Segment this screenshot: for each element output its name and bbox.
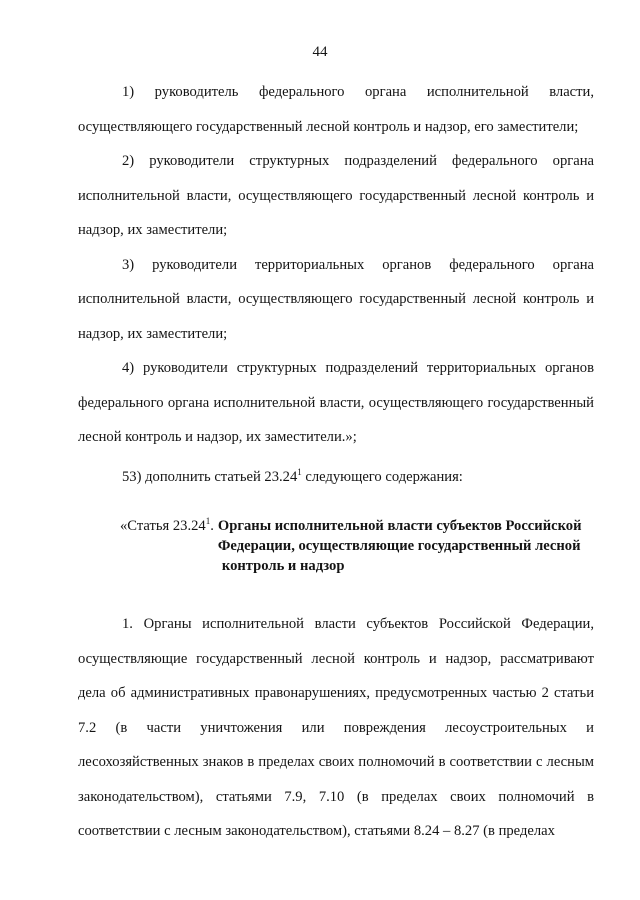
article-title-line: Органы исполнительной власти субъектов Российской xyxy=(217,518,582,534)
article-heading xyxy=(120,516,600,576)
article-label: «Статья 23.24$^1$. xyxy=(120,516,214,534)
article-title xyxy=(214,516,582,576)
amendment-line xyxy=(78,455,594,494)
list-item: 4) руководители структурных подразделений территориальных органов федерального органа исполнительной власти, осуществляющего государственный лесной контроль и надзор, их заместители.»; xyxy=(78,360,594,445)
amendment-suffix: следующего содержания: xyxy=(301,468,463,485)
article-body xyxy=(78,607,594,849)
list-item: 3) руководители территориальных органов федерального органа исполнительной власти, осуществляющего государственный лесной контроль и надзор, их заместители; xyxy=(78,256,594,342)
list-item: 2) руководители структурных подразделений федерального органа исполнительной власти, осуществляющего государственный лесной контроль и надзор, их заместители; xyxy=(78,153,594,238)
page-number: 44 xyxy=(312,44,328,60)
amendment-prefix: 53) дополнить статьей 23.24 xyxy=(122,468,298,485)
article-title-line: Федерации, осуществляющие государственный лесной xyxy=(217,538,581,554)
article-title-line: контроль и надзор xyxy=(221,558,345,574)
article-label-sup: 1 xyxy=(205,516,211,527)
body-paragraph: 1. Органы исполнительной власти субъектов Российской Федерации, осуществляющие государственный лесной контроль и надзор, рассматривают дела об административных правонарушениях, предусмотренных частью 2 статьи 7.2 (в части уничтожения или повреждения лесоустроительных и лесохозяйственных знаков в пределах своих полномочий в соответствии с лесным законодательством), статьями 7.9, 7.10 (в пределах своих полномочий в соответствии с лесным законодательством), статьями 8.24 – 8.27 (в пределах xyxy=(78,616,594,839)
amendment-sup: 1 xyxy=(297,466,302,477)
list-item: 1) руководитель федерального органа исполнительной власти, осуществляющего государственный лесной контроль и надзор, его заместители; xyxy=(78,84,594,135)
article-items-list xyxy=(78,75,594,494)
